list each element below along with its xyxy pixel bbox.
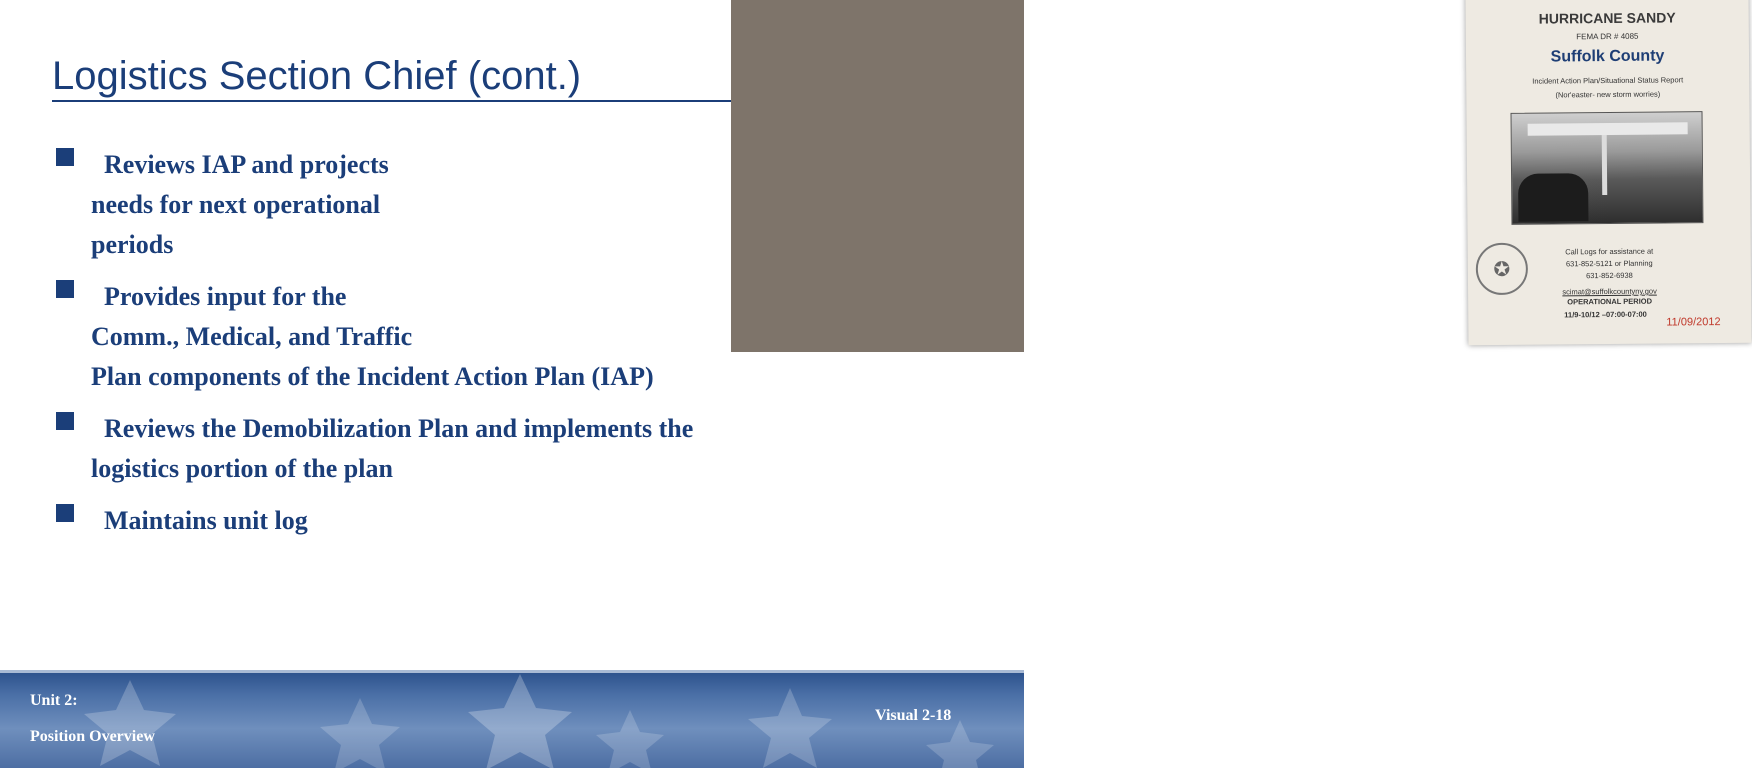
bullet-line: Reviews the Demobilization Plan and implements the [104,414,694,443]
gas-station-pole [1602,135,1608,195]
star-icon [748,688,832,768]
star-icon [84,680,176,766]
photo-fema-number: FEMA DR # 4085 [1576,31,1639,42]
bullet-item [56,501,936,541]
gas-station-canopy [1528,122,1688,135]
photo-op-period-label: OPERATIONAL PERIOD [1567,296,1653,307]
bullet-line: periods [91,230,174,259]
photo-heading: HURRICANE SANDY [1538,9,1676,27]
star-icon [320,698,400,768]
photo-email: scimat@suffolkcountyny.gov [1562,286,1657,297]
photo-call-logs: Call Logs for assistance at [1565,246,1654,257]
footer-stars-decoration [0,670,1024,768]
bullet-line: Maintains unit log [104,506,308,535]
photo-op-period: 11/9-10/12 –07:00-07:00 [1564,309,1647,320]
footer-visual-number: Visual 2-18 [875,707,952,724]
square-bullet-icon [56,412,74,430]
footer-banner [0,670,1024,768]
star-icon [468,674,572,768]
square-bullet-icon [56,280,74,298]
bullet-line: Comm., Medical, and Traffic [91,322,413,351]
square-bullet-icon [56,504,74,522]
slide-title: Logistics Section Chief (cont.) [52,54,582,98]
star-icon [596,710,664,768]
bullet-line: Provides input for the [104,282,347,311]
bullet-line: needs for next operational [91,190,381,219]
gas-station-photo [1511,111,1704,225]
photo-report-title: Incident Action Plan/Situational Status Report [1532,75,1684,86]
footer-unit: Unit 2: [30,692,78,709]
bullet-line: logistics portion of the plan [91,454,393,483]
photo-date-stamp: 11/09/2012 [1666,316,1721,329]
bullet-line: Plan components of the Incident Action Plan (IAP) [91,362,654,391]
photo-county: Suffolk County [1550,47,1665,66]
footer-position: Position Overview [30,728,155,745]
title-underline [52,100,732,102]
photo-subtitle: (Nor'easter- new storm worries) [1555,89,1661,100]
bullet-item [56,409,936,489]
star-icon [926,720,994,768]
square-bullet-icon [56,148,74,166]
photo-phone-2: 631-852-6938 [1586,270,1633,281]
iap-cover-photo [731,0,1721,352]
iap-cover-document [1465,0,1751,345]
crowd-silhouette [1518,173,1588,222]
bullet-line: Reviews IAP and projects [104,150,389,179]
photo-phone-1: 631-852-5121 or Planning [1565,258,1653,269]
county-seal-icon: ✪ [1476,243,1528,295]
